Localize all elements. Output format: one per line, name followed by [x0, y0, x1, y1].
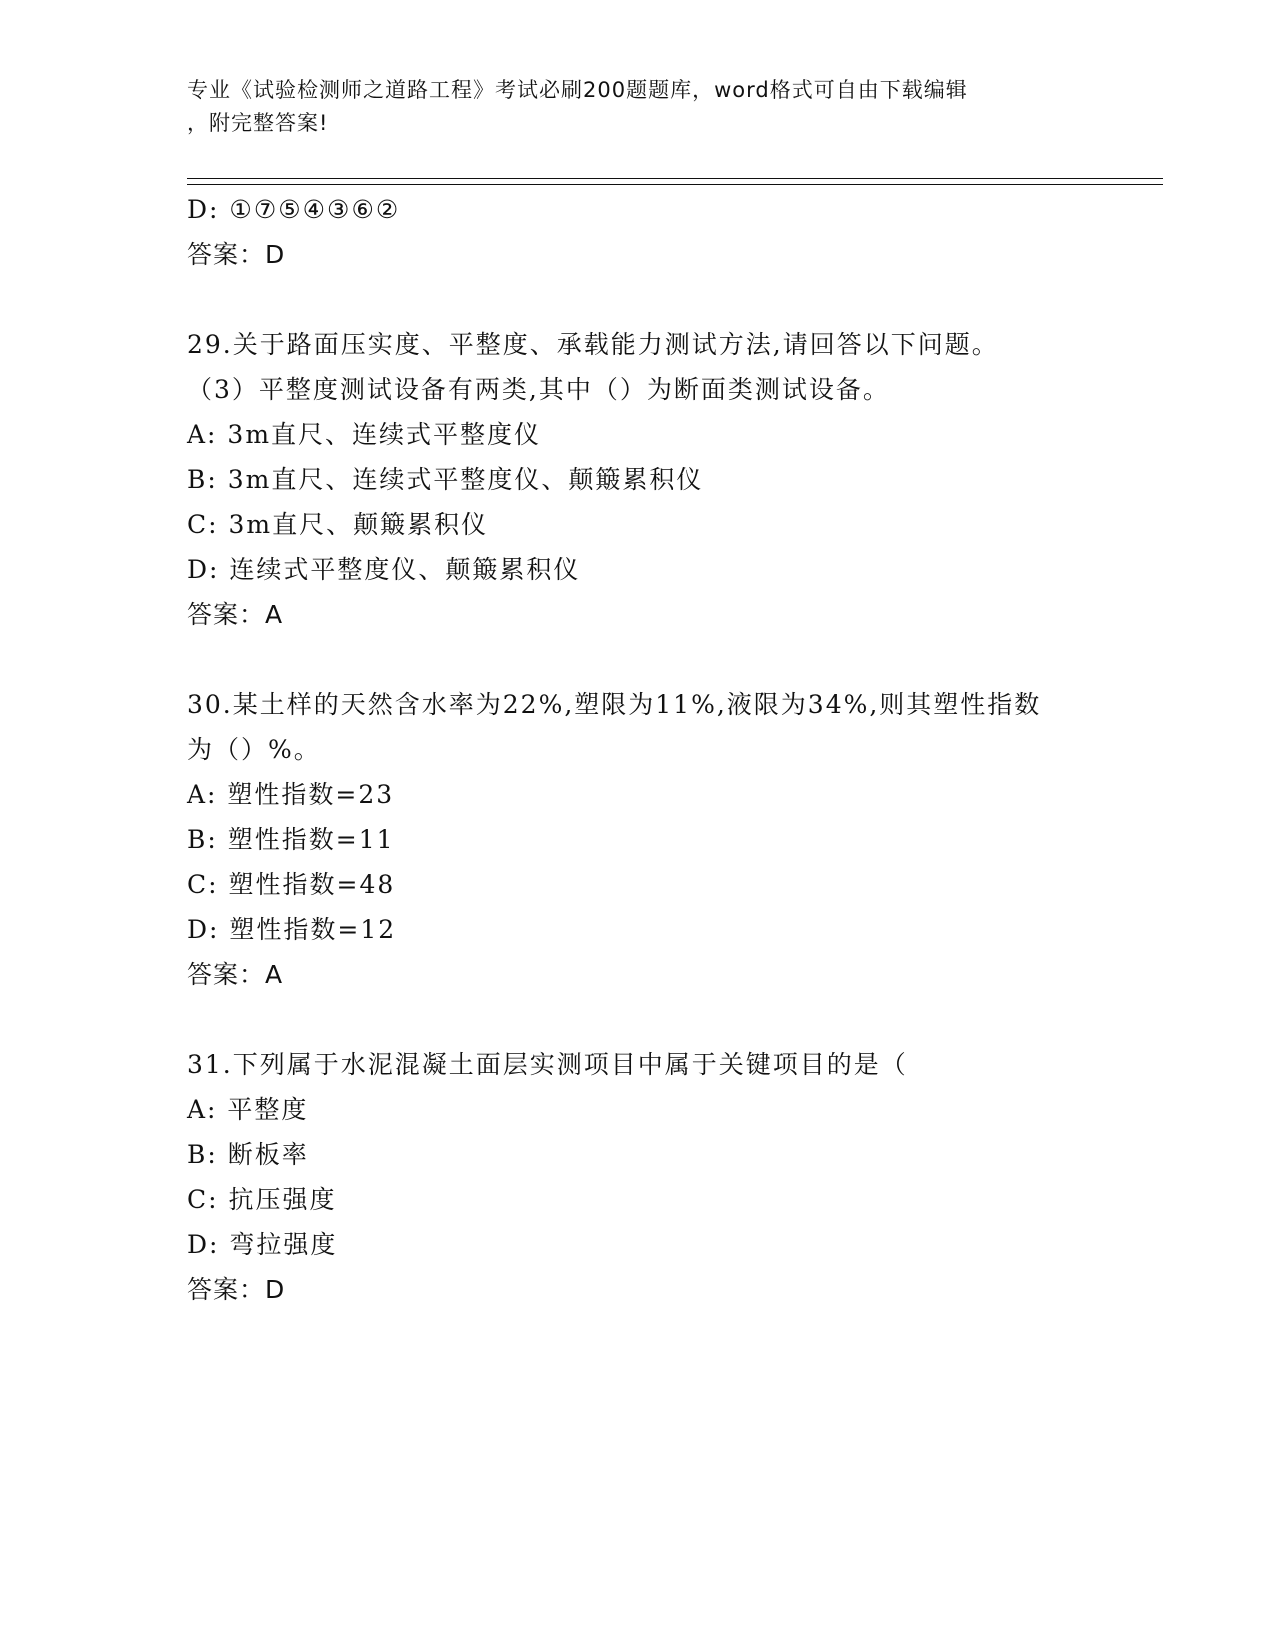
question-31-answer: 答案：D — [187, 1275, 286, 1304]
question-31-option-a: A: 平整度 — [187, 1095, 309, 1124]
question-31-stem-line-1: 31.下列属于水泥混凝土面层实测项目中属于关键项目的是（ — [187, 1050, 908, 1079]
question-29-option-b: B: 3m直尺、连续式平整度仪、颠簸累积仪 — [187, 465, 704, 494]
prev-question-option-d: D: ①⑦⑤④③⑥② — [187, 195, 401, 224]
header-divider-top — [187, 178, 1163, 179]
question-31-option-b: B: 断板率 — [187, 1140, 309, 1169]
question-30-option-d: D: 塑性指数=12 — [187, 915, 397, 944]
question-29-stem-line-1: 29.关于路面压实度、平整度、承载能力测试方法,请回答以下问题。 — [187, 330, 999, 359]
header-divider-bottom — [187, 184, 1163, 185]
prev-question-answer: 答案：D — [187, 240, 286, 269]
question-29-answer: 答案：A — [187, 600, 284, 629]
question-29-option-a: A: 3m直尺、连续式平整度仪 — [187, 420, 542, 449]
question-29-stem-line-2: （3）平整度测试设备有两类,其中（）为断面类测试设备。 — [187, 375, 890, 404]
question-29-option-c: C: 3m直尺、颠簸累积仪 — [187, 510, 489, 539]
header-line-1: 专业《试验检测师之道路工程》考试必刷200题题库，word格式可自由下载编辑 — [187, 78, 968, 102]
question-30-option-a: A: 塑性指数=23 — [187, 780, 395, 809]
question-30-option-c: C: 塑性指数=48 — [187, 870, 396, 899]
question-30-stem-line-1: 30.某土样的天然含水率为22%,塑限为11%,液限为34%,则其塑性指数 — [187, 690, 1042, 719]
question-30-answer: 答案：A — [187, 960, 284, 989]
header-line-2: ，附完整答案! — [187, 111, 329, 135]
question-30-option-b: B: 塑性指数=11 — [187, 825, 395, 854]
document-header — [187, 74, 1077, 140]
question-31-option-d: D: 弯拉强度 — [187, 1230, 338, 1259]
question-31-option-c: C: 抗压强度 — [187, 1185, 337, 1214]
question-30-stem-line-2: 为（）%。 — [187, 735, 321, 764]
question-29-option-d: D: 连续式平整度仪、颠簸累积仪 — [187, 555, 581, 584]
